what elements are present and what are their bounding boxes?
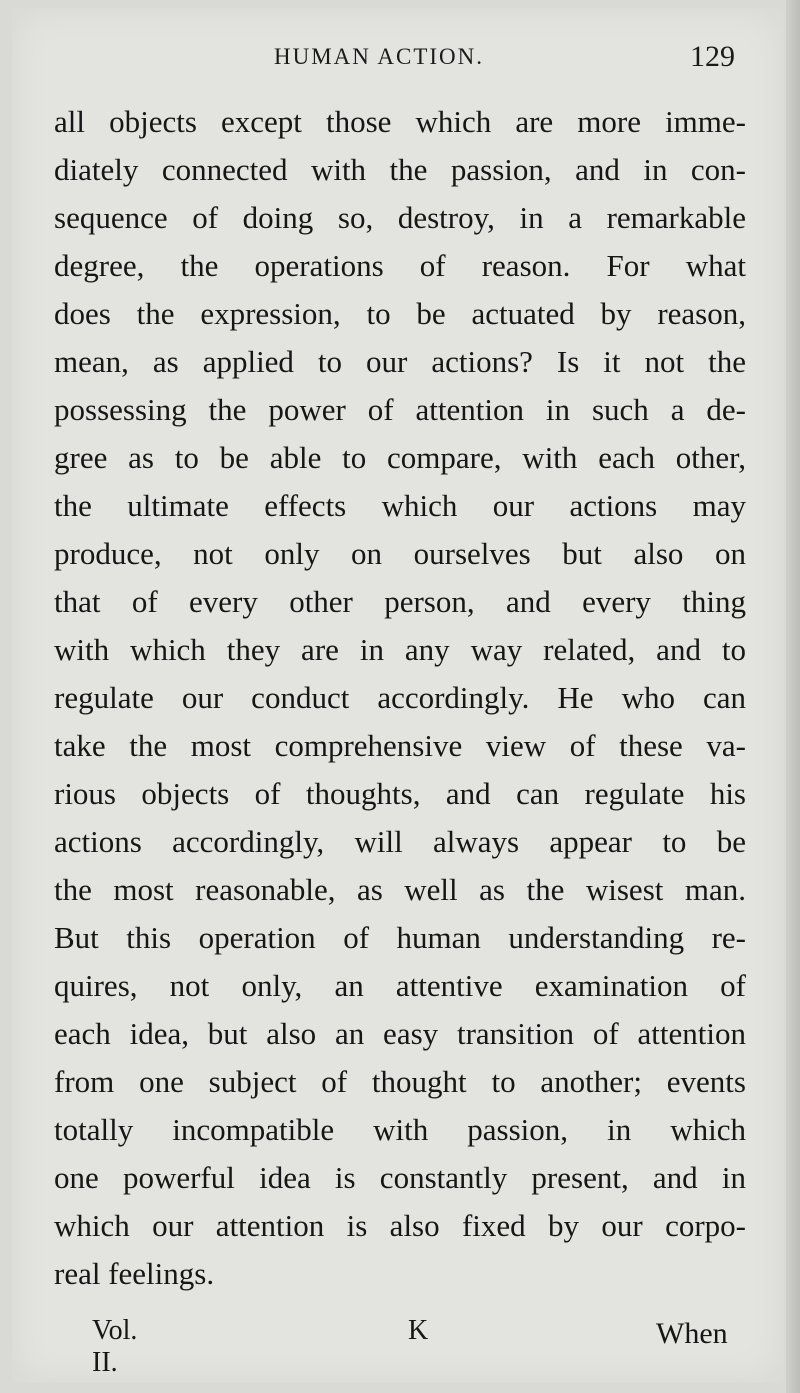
text-line: the most reasonable, as well as the wisest man. bbox=[54, 872, 746, 907]
text-line: sequence of doing so, destroy, in a remarkable bbox=[54, 200, 746, 235]
text-line: quires, not only, an attentive examination of bbox=[54, 968, 746, 1003]
text-line: each idea, but also an easy transition of attention bbox=[54, 1016, 746, 1051]
signature-mark: K bbox=[408, 1315, 429, 1346]
text-line: regulate our conduct accordingly. He who can bbox=[54, 680, 746, 715]
running-head-title: HUMAN ACTION. bbox=[274, 44, 484, 69]
page-number: 129 bbox=[690, 40, 735, 73]
text-line: one powerful idea is constantly present, and in bbox=[54, 1160, 746, 1195]
volume-signature: Vol. II. bbox=[92, 1315, 138, 1378]
text-line: does the expression, to be actuated by reason, bbox=[54, 296, 746, 331]
text-line: that of every other person, and every thing bbox=[54, 584, 746, 619]
text-line: real feelings. bbox=[54, 1256, 215, 1291]
text-line: rious objects of thoughts, and can regulate his bbox=[54, 776, 746, 811]
text-line: take the most comprehensive view of these va- bbox=[54, 728, 746, 763]
text-line: But this operation of human understanding re- bbox=[54, 920, 746, 955]
text-line: from one subject of thought to another; events bbox=[54, 1064, 746, 1099]
page-edge-shadow bbox=[786, 0, 800, 1393]
text-line: degree, the operations of reason. For what bbox=[54, 248, 746, 283]
text-line: mean, as applied to our actions? Is it not the bbox=[54, 344, 746, 379]
text-line: which our attention is also fixed by our corpo- bbox=[54, 1208, 746, 1243]
text-line: with which they are in any way related, and to bbox=[54, 632, 746, 667]
catchword: When bbox=[656, 1317, 728, 1350]
running-head bbox=[0, 0, 788, 100]
text-line: actions accordingly, will always appear to be bbox=[54, 824, 746, 859]
text-line: diately connected with the passion, and in con- bbox=[54, 152, 746, 187]
text-line: possessing the power of attention in such a de- bbox=[54, 392, 746, 427]
text-line: gree as to be able to compare, with each other, bbox=[54, 440, 746, 475]
text-line: totally incompatible with passion, in which bbox=[54, 1112, 746, 1147]
text-line: the ultimate effects which our actions may bbox=[54, 488, 746, 523]
text-line: produce, not only on ourselves but also on bbox=[54, 536, 746, 571]
text-line: all objects except those which are more imme- bbox=[54, 104, 746, 139]
